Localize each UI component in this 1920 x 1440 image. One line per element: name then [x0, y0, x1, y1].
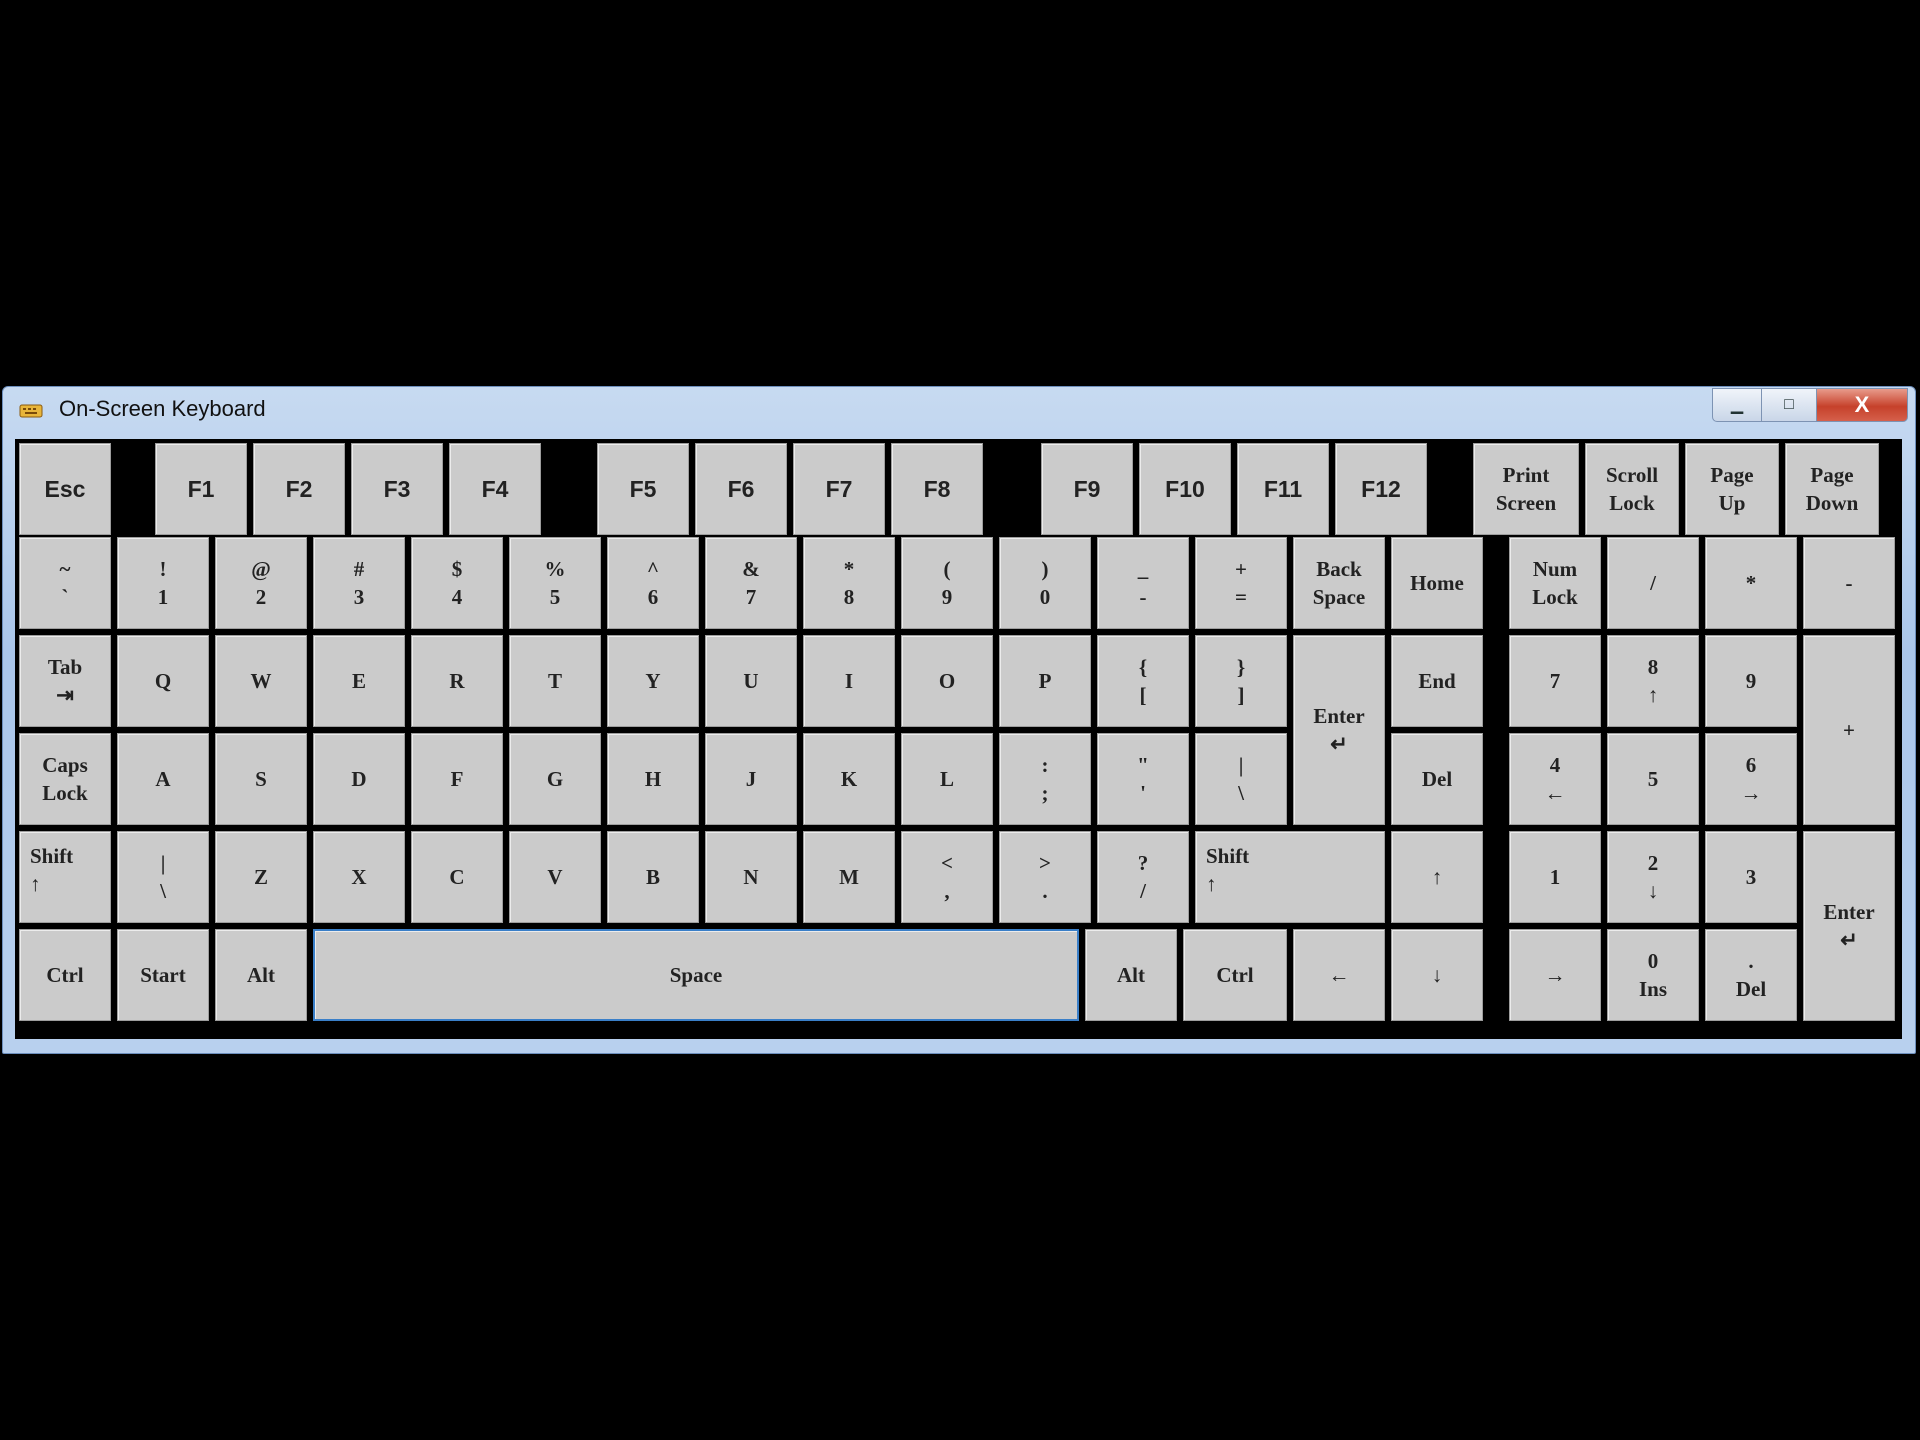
key-d5[interactable] [509, 537, 601, 629]
key-label: 0 [1647, 949, 1659, 973]
key-label: / [1650, 571, 1656, 595]
key-label: > [1039, 851, 1051, 875]
key-label: = [1235, 585, 1247, 609]
key-v[interactable] [509, 831, 601, 923]
key-np-enter[interactable] [1803, 831, 1895, 1021]
key-quote[interactable] [1097, 733, 1189, 825]
key-label: C [449, 865, 465, 889]
key-label: Q [154, 669, 172, 693]
key-f3[interactable] [351, 443, 443, 535]
key-t[interactable] [509, 635, 601, 727]
key-label: T [547, 669, 562, 693]
key-np-divide[interactable] [1607, 537, 1699, 629]
key-d8[interactable] [803, 537, 895, 629]
key-label: H [644, 767, 662, 791]
key-np8[interactable] [1607, 635, 1699, 727]
key-backspace[interactable] [1293, 537, 1385, 629]
key-x[interactable] [313, 831, 405, 923]
key-scroll-lock[interactable] [1585, 443, 1679, 535]
key-label: 6 [647, 585, 659, 609]
key-label: \ [160, 879, 166, 903]
key-lbracket[interactable] [1097, 635, 1189, 727]
key-s[interactable] [215, 733, 307, 825]
key-f6[interactable] [695, 443, 787, 535]
key-label: I [844, 669, 854, 693]
key-np7[interactable] [1509, 635, 1601, 727]
key-label: ↵ [1840, 928, 1858, 952]
key-label: - [1139, 585, 1147, 609]
key-d[interactable] [313, 733, 405, 825]
key-p[interactable] [999, 635, 1091, 727]
key-space[interactable] [313, 929, 1079, 1021]
key-np3[interactable] [1705, 831, 1797, 923]
key-lshift[interactable] [19, 831, 111, 923]
key-label: 3 [353, 585, 365, 609]
key-label: < [941, 851, 953, 875]
key-w[interactable] [215, 635, 307, 727]
key-win[interactable] [117, 929, 209, 1021]
keyboard-area [15, 439, 1902, 1039]
key-label: " [1137, 753, 1149, 777]
key-np-decimal[interactable] [1705, 929, 1797, 1021]
key-label: P [1038, 669, 1052, 693]
key-o[interactable] [901, 635, 993, 727]
key-label: # [353, 557, 365, 581]
key-label: D [351, 767, 367, 791]
key-label: Esc [44, 476, 86, 502]
key-f9[interactable] [1041, 443, 1133, 535]
key-label: F7 [825, 476, 853, 502]
key-d7[interactable] [705, 537, 797, 629]
key-label: Page [1810, 463, 1854, 487]
key-np0[interactable] [1607, 929, 1699, 1021]
close-icon: X [1854, 392, 1870, 417]
key-label: F11 [1263, 476, 1303, 502]
key-label: Page [1710, 463, 1754, 487]
key-f5[interactable] [597, 443, 689, 535]
key-label: 4 [451, 585, 463, 609]
key-label: S [255, 767, 267, 791]
key-label: ] [1237, 683, 1245, 707]
key-label: → [1740, 781, 1762, 805]
key-label: 8 [1647, 655, 1659, 679]
key-label: 4 [1549, 753, 1561, 777]
key-num-lock[interactable] [1509, 537, 1601, 629]
key-y[interactable] [607, 635, 699, 727]
key-label: Y [645, 669, 661, 693]
key-np2[interactable] [1607, 831, 1699, 923]
key-label: [ [1139, 683, 1147, 707]
key-slash[interactable] [1097, 831, 1189, 923]
key-label: ; [1041, 781, 1049, 805]
key-label: F [450, 767, 464, 791]
key-label: ! [159, 557, 167, 581]
key-f12[interactable] [1335, 443, 1427, 535]
key-label: F3 [383, 476, 411, 502]
key-np4[interactable] [1509, 733, 1601, 825]
key-equals[interactable] [1195, 537, 1287, 629]
key-label: F6 [727, 476, 755, 502]
key-label: Down [1805, 491, 1859, 515]
key-semicolon[interactable] [999, 733, 1091, 825]
key-f[interactable] [411, 733, 503, 825]
key-label: + [1843, 718, 1855, 742]
key-label: Lock [42, 781, 88, 805]
key-minus[interactable] [1097, 537, 1189, 629]
maximize-icon: □ [1784, 396, 1794, 413]
key-down[interactable] [1391, 929, 1483, 1021]
key-d2[interactable] [215, 537, 307, 629]
key-left[interactable] [1293, 929, 1385, 1021]
key-label: Alt [1117, 963, 1145, 987]
key-label: U [743, 669, 759, 693]
key-label: Lock [1532, 585, 1578, 609]
key-c[interactable] [411, 831, 503, 923]
key-label: R [449, 669, 465, 693]
key-k[interactable] [803, 733, 895, 825]
key-f8[interactable] [891, 443, 983, 535]
key-label: ↓ [1647, 879, 1659, 903]
key-d3[interactable] [313, 537, 405, 629]
key-label: F12 [1361, 476, 1401, 502]
key-label: Del [1421, 767, 1453, 791]
key-f4[interactable] [449, 443, 541, 535]
key-backquote[interactable] [19, 537, 111, 629]
key-label: Shift [1206, 844, 1250, 868]
key-label: ⇥ [56, 683, 74, 707]
key-caps-lock[interactable] [19, 733, 111, 825]
key-np-plus[interactable] [1803, 635, 1895, 825]
key-q[interactable] [117, 635, 209, 727]
key-label: | [1238, 753, 1244, 777]
key-np5[interactable] [1607, 733, 1699, 825]
key-f10[interactable] [1139, 443, 1231, 535]
key-label: Ctrl [46, 963, 84, 987]
key-label: G [546, 767, 564, 791]
key-label: 5 [1647, 767, 1659, 791]
key-label: 2 [255, 585, 267, 609]
key-label: X [351, 865, 367, 889]
key-i[interactable] [803, 635, 895, 727]
key-label: E [351, 669, 366, 693]
key-label: F5 [629, 476, 657, 502]
key-label: ^ [646, 557, 660, 581]
window-title: On-Screen Keyboard [59, 396, 266, 421]
key-d6[interactable] [607, 537, 699, 629]
key-label: 6 [1745, 753, 1757, 777]
key-home[interactable] [1391, 537, 1483, 629]
key-label: Home [1410, 571, 1464, 595]
key-label: V [547, 865, 563, 889]
key-label: ↑ [1647, 683, 1659, 707]
key-np9[interactable] [1705, 635, 1797, 727]
key-np-minus[interactable] [1803, 537, 1895, 629]
key-end[interactable] [1391, 635, 1483, 727]
key-label: Back [1316, 557, 1362, 581]
key-print-screen[interactable] [1473, 443, 1579, 535]
key-label: 1 [1549, 865, 1561, 889]
key-label: . [1042, 879, 1048, 903]
key-label: → [1544, 963, 1566, 987]
key-page-up[interactable] [1685, 443, 1779, 535]
key-label: M [839, 865, 859, 889]
key-label: ) [1041, 557, 1049, 581]
key-rshift[interactable] [1195, 831, 1385, 923]
key-label: 9 [1745, 669, 1757, 693]
key-ralt[interactable] [1085, 929, 1177, 1021]
key-d0[interactable] [999, 537, 1091, 629]
key-label: + [1235, 557, 1247, 581]
key-lctrl[interactable] [19, 929, 111, 1021]
key-g[interactable] [509, 733, 601, 825]
key-label: . [1748, 949, 1754, 973]
key-label: , [944, 879, 950, 903]
key-up[interactable] [1391, 831, 1483, 923]
key-np6[interactable] [1705, 733, 1797, 825]
key-d9[interactable] [901, 537, 993, 629]
keyboard-icon [19, 401, 43, 419]
key-label: Shift [30, 844, 74, 868]
key-f1[interactable] [155, 443, 247, 535]
key-label: Lock [1609, 491, 1655, 515]
key-label: _ [1137, 557, 1149, 581]
key-label: N [743, 865, 759, 889]
key-intl-backslash[interactable] [117, 831, 209, 923]
key-label: ↑ [30, 872, 41, 896]
key-del[interactable] [1391, 733, 1483, 825]
key-label: * [1745, 571, 1757, 595]
key-d1[interactable] [117, 537, 209, 629]
key-label: F2 [285, 476, 313, 502]
key-f11[interactable] [1237, 443, 1329, 535]
key-label: Tab [47, 655, 83, 679]
key-label: % [544, 557, 566, 581]
key-period[interactable] [999, 831, 1091, 923]
key-label: Ctrl [1216, 963, 1254, 987]
key-label: Space [1312, 585, 1366, 609]
key-label: Enter [1313, 704, 1365, 728]
key-label: } [1236, 655, 1246, 679]
key-label: 7 [1549, 669, 1561, 693]
key-label: \ [1238, 781, 1244, 805]
key-label: 3 [1745, 865, 1757, 889]
key-label: : [1041, 753, 1049, 777]
key-label: * [843, 557, 855, 581]
key-rbracket[interactable] [1195, 635, 1287, 727]
key-label: @ [251, 557, 271, 581]
key-label: 2 [1647, 851, 1659, 875]
key-label: B [645, 865, 660, 889]
key-label: 0 [1039, 585, 1051, 609]
key-label: F4 [481, 476, 509, 502]
key-a[interactable] [117, 733, 209, 825]
key-label: | [160, 851, 166, 875]
key-label: F10 [1165, 476, 1205, 502]
key-label: Enter [1823, 900, 1875, 924]
key-label: W [250, 669, 272, 693]
key-f2[interactable] [253, 443, 345, 535]
key-b[interactable] [607, 831, 699, 923]
key-label: F1 [187, 476, 215, 502]
key-esc[interactable] [19, 443, 111, 535]
maximize-button[interactable] [1761, 388, 1817, 422]
key-f7[interactable] [793, 443, 885, 535]
key-label: Caps [42, 753, 88, 777]
key-label: 7 [745, 585, 757, 609]
key-comma[interactable] [901, 831, 993, 923]
key-e[interactable] [313, 635, 405, 727]
key-tab[interactable] [19, 635, 111, 727]
key-label: Start [140, 963, 186, 987]
key-label: Space [669, 963, 723, 987]
key-label: - [1845, 571, 1853, 595]
minimize-icon: ▁ [1730, 397, 1744, 414]
key-label: $ [451, 557, 463, 581]
key-label: Num [1532, 557, 1578, 581]
key-label: 9 [941, 585, 953, 609]
key-label: ~ [59, 557, 71, 581]
key-u[interactable] [705, 635, 797, 727]
key-label: Z [253, 865, 268, 889]
key-label: Alt [247, 963, 275, 987]
key-label: ( [943, 557, 951, 581]
key-label: ← [1328, 963, 1350, 987]
key-label: ' [1140, 781, 1146, 805]
key-label: 5 [549, 585, 561, 609]
key-label: J [745, 767, 757, 791]
key-label: F9 [1073, 476, 1101, 502]
key-lalt[interactable] [215, 929, 307, 1021]
key-label: A [155, 767, 171, 791]
key-r[interactable] [411, 635, 503, 727]
key-label: / [1140, 879, 1146, 903]
key-label: Del [1735, 977, 1767, 1001]
key-label: O [938, 669, 956, 693]
minimize-button[interactable] [1712, 388, 1762, 422]
key-label: ` [61, 585, 69, 609]
key-label: End [1418, 669, 1456, 693]
key-label: Ins [1638, 977, 1668, 1001]
key-label: { [1138, 655, 1148, 679]
key-d4[interactable] [411, 537, 503, 629]
key-l[interactable] [901, 733, 993, 825]
key-label: Scroll [1605, 463, 1659, 487]
key-rctrl[interactable] [1183, 929, 1287, 1021]
key-j[interactable] [705, 733, 797, 825]
key-h[interactable] [607, 733, 699, 825]
key-label: ↑ [1431, 865, 1443, 889]
key-np1[interactable] [1509, 831, 1601, 923]
key-label: ↵ [1330, 732, 1348, 756]
key-m[interactable] [803, 831, 895, 923]
key-label: ↓ [1431, 963, 1443, 987]
key-label: ← [1544, 781, 1566, 805]
key-label: 8 [843, 585, 855, 609]
close-button[interactable] [1816, 388, 1908, 422]
key-label: L [939, 767, 954, 791]
key-z[interactable] [215, 831, 307, 923]
key-label: ? [1137, 851, 1149, 875]
key-n[interactable] [705, 831, 797, 923]
on-screen-keyboard-window [2, 386, 1916, 1054]
key-label: Screen [1495, 491, 1557, 515]
key-page-down[interactable] [1785, 443, 1879, 535]
key-label: Print [1502, 463, 1550, 487]
key-label: ↑ [1206, 872, 1217, 896]
key-right[interactable] [1509, 929, 1601, 1021]
key-np-multiply[interactable] [1705, 537, 1797, 629]
key-label: F8 [923, 476, 951, 502]
key-backslash[interactable] [1195, 733, 1287, 825]
key-label: & [742, 557, 760, 581]
title-bar[interactable] [3, 387, 1915, 431]
key-label: K [840, 767, 858, 791]
key-label: 1 [157, 585, 169, 609]
key-label: Up [1718, 491, 1746, 515]
key-enter[interactable] [1293, 635, 1385, 825]
